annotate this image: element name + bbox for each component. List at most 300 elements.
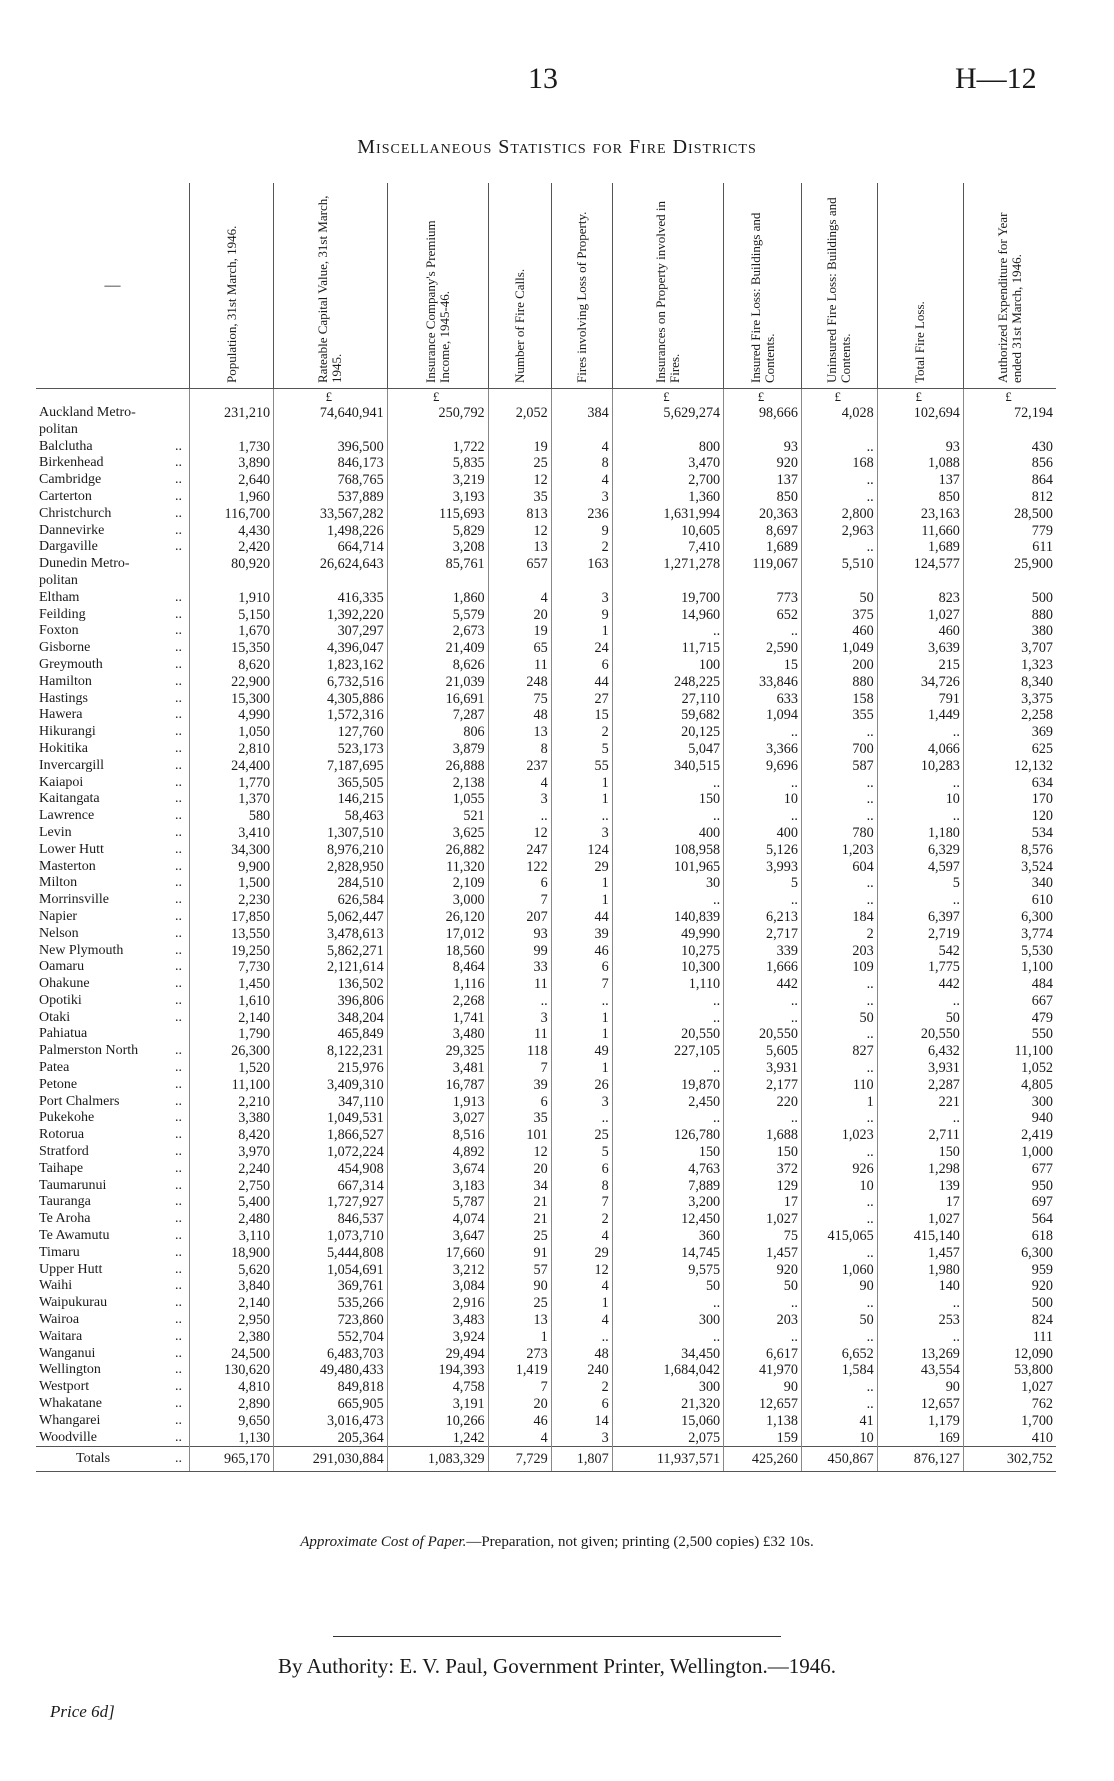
table-cell: 2,109 [387,875,488,892]
table-cell: 41,970 [724,1362,802,1379]
table-cell: .. [724,775,802,792]
table-cell: 542 [877,943,963,960]
table-cell: 85,761 [387,556,488,573]
table-cell: 6 [488,1094,551,1111]
table-cell: 3,380 [190,1110,274,1127]
table-cell: 33,846 [724,674,802,691]
table-cell: 1,584 [801,1362,877,1379]
table-cell: 109 [801,959,877,976]
table-cell: .. [801,1329,877,1346]
district-name: Waipukurau .. [39,1295,183,1311]
table-cell: 15 [724,657,802,674]
table-cell: 1 [801,1094,877,1111]
table-row [36,439,1056,456]
table-cell: 169 [877,1430,963,1447]
table-cell: .. [724,1110,802,1127]
table-cell: .. [801,724,877,741]
footnote [0,1534,1114,1551]
table-cell: 3,931 [724,1060,802,1077]
table-cell [877,573,963,590]
table-cell: .. [488,808,551,825]
table-cell [488,422,551,439]
table-cell: 57 [488,1262,551,1279]
table-cell: .. [877,993,963,1010]
table-cell: .. [724,724,802,741]
table-cell: .. [801,439,877,456]
table-row [36,489,1056,506]
table-cell: 15,350 [190,640,274,657]
table-cell: 7,729 [488,1447,551,1472]
table-cell: 17 [724,1194,802,1211]
table-cell: 99 [488,943,551,960]
header-insurances: Insurances on Property involved in Fires. [612,183,723,389]
table-cell: 697 [963,1194,1056,1211]
table-cell: 140 [877,1278,963,1295]
district-name: Te Awamutu .. [39,1228,183,1244]
table-cell: 7,187,695 [274,758,388,775]
table-cell: 1,072,224 [274,1144,388,1161]
table-cell: 460 [801,623,877,640]
table-cell: 8,516 [387,1127,488,1144]
table-cell: 5,835 [387,455,488,472]
table-cell: 25 [488,455,551,472]
header-premium-income: Insurance Company's Premium Income, 1945-46. [387,183,488,389]
table-cell: 2,287 [877,1077,963,1094]
table-cell: 20 [488,1161,551,1178]
table-row [36,1312,1056,1329]
table-cell: 10,283 [877,758,963,775]
table-cell: 5,605 [724,1043,802,1060]
table-cell: 1 [551,791,612,808]
table-cell: 300 [963,1094,1056,1111]
table-cell: 1,449 [877,707,963,724]
district-name: Feilding .. [39,606,183,622]
table-cell: 1,498,226 [274,523,388,540]
table-cell: 5 [551,1144,612,1161]
table-cell: 779 [963,523,1056,540]
table-cell: 2,380 [190,1329,274,1346]
table-cell: 1,242 [387,1430,488,1447]
table-cell: 1,610 [190,993,274,1010]
table-cell: 150 [612,1144,723,1161]
table-cell: 24 [551,640,612,657]
table-cell: 856 [963,455,1056,472]
table-cell: 700 [801,741,877,758]
table-cell: 1,179 [877,1413,963,1430]
table-row [36,640,1056,657]
table-cell: 6,300 [963,1245,1056,1262]
table-cell: 4,597 [877,859,963,876]
table-cell [963,422,1056,439]
table-cell: 231,210 [190,405,274,422]
table-cell: 50 [612,1278,723,1295]
table-cell: 46 [551,943,612,960]
table-cell: 6 [551,959,612,976]
table-row [36,1413,1056,1430]
table-cell: 6,652 [801,1346,877,1363]
table-cell: 5,444,808 [274,1245,388,1262]
table-cell: 2,640 [190,472,274,489]
table-cell: 1 [551,875,612,892]
table-cell: 1,027 [877,1211,963,1228]
table-cell: 11 [488,976,551,993]
table-cell: 2,121,614 [274,959,388,976]
district-name: Wellington .. [39,1362,183,1378]
table-cell: 248 [488,674,551,691]
table-cell [724,422,802,439]
district-name: Otaki .. [39,1009,183,1025]
table-cell: 250,792 [387,405,488,422]
table-cell: 140,839 [612,909,723,926]
table-cell: .. [724,993,802,1010]
table-cell: 372 [724,1161,802,1178]
table-cell: .. [801,808,877,825]
table-cell: .. [801,1245,877,1262]
table-cell: 20 [488,1396,551,1413]
table-cell: 19,250 [190,943,274,960]
table-cell: 400 [612,825,723,842]
table-cell [612,573,723,590]
table-cell: 19,870 [612,1077,723,1094]
table-cell: 10 [801,1430,877,1447]
table-cell: 1,083,329 [387,1447,488,1472]
district-name: Dunedin Metro- [39,556,130,572]
table-row [36,825,1056,842]
table-cell: 806 [387,724,488,741]
table-cell: 124 [551,842,612,859]
table-row [36,691,1056,708]
table-row [36,1211,1056,1228]
table-cell: 3,027 [387,1110,488,1127]
table-cell [724,573,802,590]
table-cell: 25 [551,1127,612,1144]
table-cell: 1,100 [963,959,1056,976]
table-cell: 7,410 [612,539,723,556]
header-authorized-expenditure: Authorized Expenditure for Year ended 31st March, 1946. [963,183,1056,389]
table-cell: 677 [963,1161,1056,1178]
table-cell [274,422,388,439]
table-cell: 34,300 [190,842,274,859]
table-cell: 21 [488,1194,551,1211]
table-cell: 50 [801,590,877,607]
district-name: Taihape .. [39,1160,183,1176]
table-cell: 6 [551,1161,612,1178]
table-cell: 10 [724,791,802,808]
district-name: Kaitangata .. [39,791,183,807]
table-cell: 101,965 [612,859,723,876]
table-cell: 159 [724,1430,802,1447]
table-cell: .. [612,1060,723,1077]
table-cell: 1 [551,1026,612,1043]
table-cell: 39 [551,926,612,943]
table-cell: 7 [551,1194,612,1211]
table-cell: 2,240 [190,1161,274,1178]
table-cell: 2,420 [190,539,274,556]
table-cell: 115,693 [387,506,488,523]
district-name: Waihi .. [39,1278,183,1294]
table-cell: 920 [724,455,802,472]
table-row [36,657,1056,674]
table-cell: 2,890 [190,1396,274,1413]
table-cell: 618 [963,1228,1056,1245]
table-cell: 664,714 [274,539,388,556]
table-cell: 460 [877,623,963,640]
totals-row [36,1447,1056,1472]
table-cell: 15,060 [612,1413,723,1430]
unit-cell [488,389,551,406]
table-cell: 876,127 [877,1447,963,1472]
table-cell: 3,481 [387,1060,488,1077]
table-cell: 1,722 [387,439,488,456]
table-cell: 137 [877,472,963,489]
table-cell: 340,515 [612,758,723,775]
table-cell: 74,640,941 [274,405,388,422]
table-cell: 33,567,282 [274,506,388,523]
table-cell: 667 [963,993,1056,1010]
table-row [36,1245,1056,1262]
table-cell: 1,910 [190,590,274,607]
table-cell: 30 [612,875,723,892]
table-cell: 300 [612,1312,723,1329]
table-cell: 203 [724,1312,802,1329]
table-cell: 124,577 [877,556,963,573]
table-cell: 101 [488,1127,551,1144]
table-cell: 80,920 [190,556,274,573]
table-row [36,1430,1056,1447]
table-cell: 102,694 [877,405,963,422]
table-cell: 23,163 [877,506,963,523]
table-cell: 1,860 [387,590,488,607]
table-cell: .. [551,1329,612,1346]
table-cell: 2,230 [190,892,274,909]
table-cell: 2,800 [801,506,877,523]
table-row [36,791,1056,808]
district-name: Hokitika .. [39,740,183,756]
district-name: Port Chalmers .. [39,1093,183,1109]
table-cell: 3,409,310 [274,1077,388,1094]
district-name: Nelson .. [39,925,183,941]
table-row [36,506,1056,523]
table-cell: 1 [551,892,612,909]
table-cell: 8,122,231 [274,1043,388,1060]
table-cell: 1,138 [724,1413,802,1430]
table-cell: 1,689 [724,539,802,556]
table-cell: 307,297 [274,623,388,640]
table-cell: 1,050 [190,724,274,741]
table-cell: 20,550 [612,1026,723,1043]
table-cell: 665,905 [274,1396,388,1413]
table-cell: 20,125 [612,724,723,741]
table-cell: 1,094 [724,707,802,724]
table-cell: 1,180 [877,825,963,842]
table-cell: 11,320 [387,859,488,876]
table-cell: 15 [551,707,612,724]
table-cell: 625 [963,741,1056,758]
table-cell: 17,660 [387,1245,488,1262]
table-cell: 215,976 [274,1060,388,1077]
table-cell: 6,432 [877,1043,963,1060]
table-cell: 13 [488,539,551,556]
unit-cell [551,389,612,406]
table-cell: 3,470 [612,455,723,472]
table-cell: 535,266 [274,1295,388,1312]
district-name: Stratford .. [39,1144,183,1160]
table-row [36,523,1056,540]
table-cell: 5,510 [801,556,877,573]
table-cell [877,422,963,439]
table-cell: 1,688 [724,1127,802,1144]
district-name: Whangarei .. [39,1412,183,1428]
table-row [36,707,1056,724]
table-cell: 48 [488,707,551,724]
table-cell: 13,269 [877,1346,963,1363]
table-cell: 184 [801,909,877,926]
table-cell: 12,132 [963,758,1056,775]
table-cell: 236 [551,506,612,523]
table-cell: 21,039 [387,674,488,691]
table-cell: .. [724,808,802,825]
table-cell: 12 [488,825,551,842]
table-row [36,590,1056,607]
table-cell: 12 [488,472,551,489]
table-cell: .. [801,1110,877,1127]
table-cell: 18,560 [387,943,488,960]
table-cell: 15,300 [190,691,274,708]
table-cell: 1,073,710 [274,1228,388,1245]
table-cell: 2,673 [387,623,488,640]
table-cell: 220 [724,1094,802,1111]
table-cell: .. [724,892,802,909]
table-cell: 5 [877,875,963,892]
table-cell: 9,575 [612,1262,723,1279]
table-cell: 1,271,278 [612,556,723,573]
table-cell: 723,860 [274,1312,388,1329]
table-cell: 823 [877,590,963,607]
district-name: Hastings .. [39,690,183,706]
table-cell: 850 [724,489,802,506]
table-cell: 12 [551,1262,612,1279]
table-cell: 7 [488,892,551,909]
table-cell: 9,900 [190,859,274,876]
district-name: Christchurch .. [39,505,183,521]
district-name: Gisborne .. [39,640,183,656]
table-cell: 1,027 [963,1379,1056,1396]
table-row [36,1262,1056,1279]
table-cell: 248,225 [612,674,723,691]
table-cell: 2,075 [612,1430,723,1447]
table-cell: 5,062,447 [274,909,388,926]
district-name: Napier .. [39,908,183,924]
district-name: Oamaru .. [39,959,183,975]
table-cell: 824 [963,1312,1056,1329]
table-cell: 1,666 [724,959,802,976]
table-cell [551,422,612,439]
table-cell: 26,120 [387,909,488,926]
district-name: Dargaville .. [39,539,183,555]
table-cell: 396,500 [274,439,388,456]
table-cell: .. [801,1396,877,1413]
table-cell: 12,657 [724,1396,802,1413]
footnote-label: Approximate Cost of Paper. [300,1534,467,1550]
table-cell: 20,550 [724,1026,802,1043]
table-cell: 13,550 [190,926,274,943]
table-cell: 33 [488,959,551,976]
table-cell: .. [877,1295,963,1312]
table-cell: 3,924 [387,1329,488,1346]
table-cell: 849,818 [274,1379,388,1396]
district-name: Wanganui .. [39,1345,183,1361]
district-name: Invercargill .. [39,757,183,773]
table-cell: .. [801,875,877,892]
district-name: Te Aroha .. [39,1211,183,1227]
table-cell: 926 [801,1161,877,1178]
table-cell: 846,537 [274,1211,388,1228]
table-cell: 880 [963,607,1056,624]
table-cell: .. [801,1211,877,1228]
table-cell [387,422,488,439]
table-cell: 4 [551,1312,612,1329]
table-cell: 12,657 [877,1396,963,1413]
table-cell: 13 [488,724,551,741]
table-cell: 2,719 [877,926,963,943]
table-cell: .. [801,472,877,489]
table-cell: 2,590 [724,640,802,657]
table-cell: 846,173 [274,455,388,472]
table-cell: 4,758 [387,1379,488,1396]
table-cell: 20,363 [724,506,802,523]
table-cell: 207 [488,909,551,926]
table-cell: 347,110 [274,1094,388,1111]
header-fires-with-loss: Fires involving Loss of Property. [551,183,612,389]
district-name: Eltham .. [39,589,183,605]
district-name: Westport .. [39,1379,183,1395]
table-cell: 5,530 [963,943,1056,960]
table-cell: 3,410 [190,825,274,842]
table-cell: 3,890 [190,455,274,472]
table-cell: 1 [551,1010,612,1027]
table-cell: 34,726 [877,674,963,691]
table-cell: 146,215 [274,791,388,808]
table-cell: 12 [488,523,551,540]
table-cell: 5 [724,875,802,892]
table-row [36,875,1056,892]
table-cell: 18,900 [190,1245,274,1262]
district-name: Birkenhead .. [39,455,183,471]
table-cell: 425,260 [724,1447,802,1472]
table-cell: .. [801,539,877,556]
table-row [36,1110,1056,1127]
table-cell: 7,287 [387,707,488,724]
table-row [36,976,1056,993]
table-cell: 136,502 [274,976,388,993]
table-cell: 19 [488,623,551,640]
table-cell: 521 [387,808,488,825]
table-cell: 3,193 [387,489,488,506]
table-cell: 410 [963,1430,1056,1447]
table-cell: .. [801,1026,877,1043]
table-cell: .. [612,1329,723,1346]
table-row [36,1077,1056,1094]
table-cell: 3 [551,1094,612,1111]
unit-cell: £ [612,389,723,406]
table-cell: 850 [877,489,963,506]
table-cell [387,573,488,590]
table-cell: 93 [877,439,963,456]
table-cell: 4,305,886 [274,691,388,708]
table-cell: 90 [801,1278,877,1295]
table-cell: 534 [963,825,1056,842]
table-cell: 5,400 [190,1194,274,1211]
